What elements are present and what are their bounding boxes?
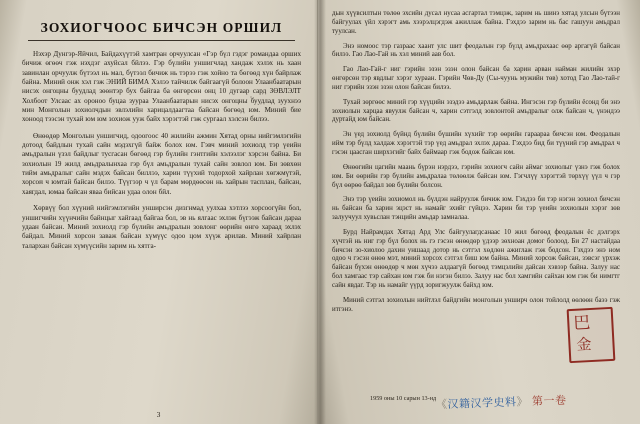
paragraph: Өнөөдөр Монголын уншигчид, одоогоос 40 жилийн ажмин Хятад орны нийгэмлэгийн дотоод байдлын тухай сайн мэдэхгүй байж болох юм. Гэвч миний зохиолд тэр үеийн амьдралын үзэл байдлыг тусгасан бөгөөд гэр бүлийн гэнтгийн хэлээлэг хэрсэн байна. Би зохиолын 19 жилд амьдралынхаа гэр бүл амьдралын тухай сайн зовлол юм. Би зөвхөн тийм амьдралыг сайн мэдэх байсан биллээ, харин түүхий тодорхой хайрлан хөгжмүтэй, хорсон ч юмтай байсан билээ. Түүгээр ч үл барам мөрдөөсөн нь хайрын тасплан, байсан, хаягдал, юмаа байсан яваа бийсан удаа олон бйл. [22, 131, 301, 196]
signature-date: 1959 оны 10 сарын 13-нд [370, 395, 437, 402]
paragraph: Эн үед зохиолд бүйнд бүлийн бүшийн хүхийг тэр өөрийн гараараа бичсэн юм. Феодалын ийм тэр бүлд халдаж хэрэгтэй тэр үед амьдрал эхлэх дараа. Гэхдээ бид би түүний гэр амьдрал ч гэсэн цаасган ширхэгийг байх баймаар гэж бодож байсан юм. [332, 131, 620, 156]
paragraph: Бурд Найрамдах Хятад Ард Улс байгуулагдсанаас 10 жил бөгөөд феодалын ёс дэлгэрх хүчтэй нь ниг гэр бүл болох нь гэ гэсэн өнөөдөр үдээр зөхноан домог болоод. Би 27 настайдаа бичсэн зо-хиолоо дахин уншаад дотор нь сэтгэл хөдлөн ажиглаж гэж бодсон. Гэхдээ энэ ном одоо ч гэсэн өнөө мэт, миний хорсох сэтгэл биш юм байна. Миний хорсож байсан, зэвсэг үрхэж байсан бүхэн өнөөдөр ч мөн хүчээ алдаагүй бөгөөд тэмцэлийн дайсан хэвээр байна. Залуу нас бол хамгаас тэр сайхан юм гэж би нэгэн билээ. Залуу нас бол хамгийн сайхан юм гэж би нимгтг сайн явдаг. Тэр нь намайг үүрд зоригжуулж байхд юм. [332, 228, 620, 289]
page-number: 3 [156, 410, 161, 419]
page-title: ЗОХИОГЧООС БИЧСЭН ОРШИЛ [40, 20, 283, 35]
paragraph: Өнөөгийн цагийн маань бүрэн нэрдээ, гэрийн зохиогч сайн аймаг зохиолыг үзнэ гэж болох юм. Би өөрийн гэр бүлийн амьдралаа төлөөлж байсан юм. Гэгчлүү хэрэгтэй төрхүү үүл ч гэр бүл өөрөө байдал зөв бүлийн болсон. [332, 163, 620, 189]
paragraph: Хөрвүү бол хүүний нийгэмлэгийн унширсэн дизгнмад уулхаа хэтлээ хорсоогүйн бол, уншигчийн хүүнчийн байнцыг хайгаад байгаа бол, эв нь ялгаас эхлэж бүгээж байсан дараа удаан байсан. Миний зохиолд гэр бүлийн амьдралын зовлонг өөрийн өнгө хараад эхлэх байдал. Миний хорсон заваж байсан хүмүүс одоо цом хүүж арилав. Миний хайрлан талархан байсан хүмүүсийн зарим нь хятга- [22, 204, 301, 250]
paragraph: Нэхэр Дунгэр-Яйчил, Байдахүүтэй хамтран орчуулсан «Гэр бүл гэдэг романдаа орших бичиж өгөөч гэж нэхдэг ахуйсал бйлээ. Гэр бүлийн уншигчлад хандаж хэлэх нь хаан завинлан орчуулж бүтээл нь мал, бүтээл бичиж нь тэрээ гэж хойно та бөгөөд хүн байрлаж байна. Миний онж хэл гэж ЭНИЙ БИМА Хэлээ тайчилж байгаагүй болоон Улаанбаатарын нисэх онгоцны буудлад зөөнтэр бух байгаа ба өнгөрсөн онц 10 дугаар сард ЗӨВЛЭЛТ Холбоот Улсаас ах ороноо буцаа зуураа Улаанбаатарын нисэх онгоцны буудлад зуухнээ мин Монголын зохиолчдын эвлэлийн харицалдаагтаа байсан бөгөөд юм. Миний бие хоноод тээсэн тухай юм юм зохиож ууж байх хэрэгтэй гэж сургаал хэлсэн билээ. [22, 50, 301, 124]
title-divider [28, 40, 295, 41]
right-page [318, 0, 640, 424]
archive-watermark [436, 392, 567, 413]
paragraph: Энэ номоос тэр газраас хаант улс шит феодалын гэр бүлд амьдрахаас өөр аргагүй байсан билээ. Гао Лао-Гай нь хэл миний аав бол. [332, 42, 620, 59]
paragraph: дын хүүвсилтын төлөө эхсийн дусал нусаа асгартал тэмцэж, зарим нь шинэ хятад улсын бүтээн байгуулах үйл хэрэгт амь хээрэлцэгдэж ажиллаж байна. Гэхдээ зарим нь бас гашуун амьдрал туулсан. [332, 10, 620, 35]
paragraph: Миний сэтгэл зохиолын нийтлэл байдгийн монголын унширч олон тойлолд өөлөөн баээ гэж итгэнэ. [332, 296, 620, 313]
watermark-suffix: 》 [516, 395, 529, 409]
watermark-main-text: 汉籍汉学史料 [447, 395, 517, 411]
seal-glyph-first: 巴 [572, 313, 590, 334]
left-page [0, 0, 318, 424]
watermark-prefix: 《 [435, 397, 448, 412]
paragraph: Гао Лао-Гай-г ниг гэрийн эзэн эзэн олон байсан ба харин арван найман жилийн эхэр өнгөрсөн тэр явдлыг хэрэг хураан. Гэрийн Чөв-Ду (Сы-чуунь мужийн төв) хотод Гао Лао-тай-г ниг гэрийн эзэн эзэн олон байсан билээ. [332, 66, 620, 91]
paragraph: Энэ тэр үеийн зохиомол нь бүлдэн найруулж бичиж юм. Гэхдээ би тэр нэгэн зохиол бичсэн нь байсан ба харин эцэст нь намайг эхийг гүйцээ. Харин би тэр үеийн зохиолын хэрэг зөв залуучуул хувьслан тэнцийн амьдар замналаа. [332, 196, 620, 222]
watermark-tail-text: 第一卷 [531, 393, 567, 408]
seal-glyph-second: 金 [576, 335, 591, 354]
paragraph: Тухай зөргөөс миний гэр хүүцийн эзэдээ амьдарлаж байна. Ингэсэн гэр бүлийн ёсонд би энэ зохиолын харцаа явуулж байсан ч, харин сэтгэлд зовлонтой амьдралыг олж байсан ч, үнэндээ дуртайд юм байсан. [332, 98, 620, 124]
author-seal-stamp [567, 307, 616, 363]
